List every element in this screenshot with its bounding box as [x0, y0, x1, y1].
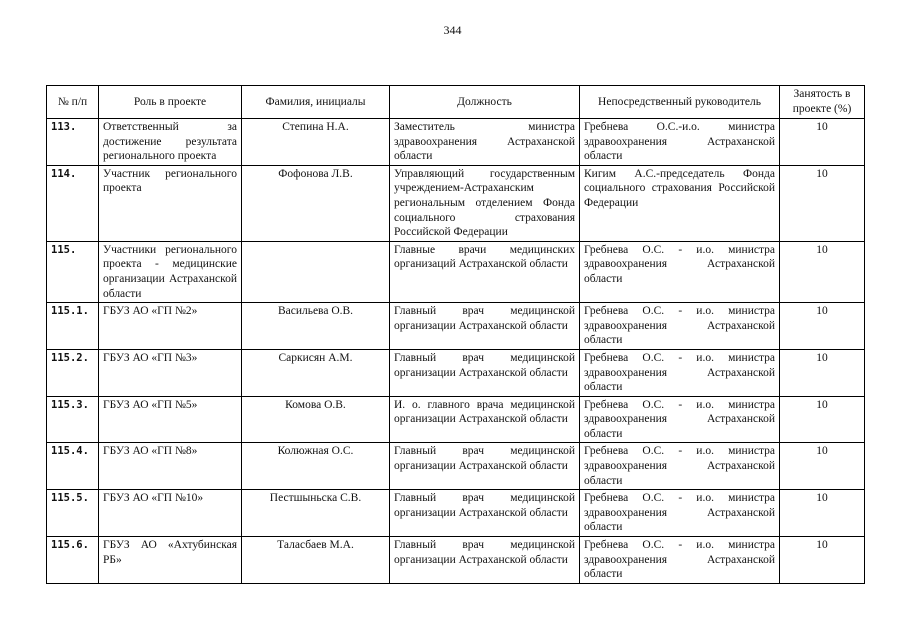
cell-supervisor: Гребнева О.С. - и.о. министра здравоохранения Астраханской области: [580, 241, 780, 302]
cell-position: Главные врачи медицинских организаций Астраханской области: [390, 241, 580, 302]
cell-name: Таласбаев М.А.: [242, 537, 390, 584]
cell-num: 115.: [47, 241, 99, 302]
cell-name: Колюжная О.С.: [242, 443, 390, 490]
cell-employment: 10: [780, 537, 865, 584]
cell-name: Комова О.В.: [242, 396, 390, 443]
cell-employment: 10: [780, 119, 865, 166]
project-participants-table: [46, 85, 865, 584]
table-row: [47, 241, 865, 302]
cell-name: Пестшыньска С.В.: [242, 490, 390, 537]
cell-supervisor: Гребнева О.С. - и.о. министра здравоохранения Астраханской области: [580, 303, 780, 350]
header-employment: Занятость в проекте (%): [780, 86, 865, 119]
header-role: Роль в проекте: [99, 86, 242, 119]
cell-position: Главный врач медицинской организации Астраханской области: [390, 537, 580, 584]
cell-position: Заместитель министра здравоохранения Астраханской области: [390, 119, 580, 166]
cell-role: Участник регионального проекта: [99, 165, 242, 241]
cell-employment: 10: [780, 443, 865, 490]
cell-supervisor: Гребнева О.С. - и.о. министра здравоохранения Астраханской области: [580, 490, 780, 537]
cell-role: ГБУЗ АО «ГП №2»: [99, 303, 242, 350]
cell-role: ГБУЗ АО «ГП №10»: [99, 490, 242, 537]
table-row: [47, 119, 865, 166]
cell-position: Управляющий государственным учреждением-Астраханским региональным отделением Фонда социального страхования Российской Федерации: [390, 165, 580, 241]
header-num: № п/п: [47, 86, 99, 119]
table-row: [47, 396, 865, 443]
header-supervisor: Непосредственный руководитель: [580, 86, 780, 119]
cell-name: Фофонова Л.В.: [242, 165, 390, 241]
cell-employment: 10: [780, 490, 865, 537]
table-row: [47, 537, 865, 584]
cell-role: ГБУЗ АО «ГП №8»: [99, 443, 242, 490]
cell-role: ГБУЗ АО «ГП №3»: [99, 349, 242, 396]
table-row: [47, 165, 865, 241]
cell-num: 114.: [47, 165, 99, 241]
cell-num: 115.5.: [47, 490, 99, 537]
cell-position: И. о. главного врача медицинской организации Астраханской области: [390, 396, 580, 443]
cell-supervisor: Гребнева О.С.-и.о. министра здравоохранения Астраханской области: [580, 119, 780, 166]
cell-supervisor: Гребнева О.С. - и.о. министра здравоохранения Астраханской области: [580, 349, 780, 396]
cell-role: Участники регионального проекта - медицинские организации Астраханской области: [99, 241, 242, 302]
cell-position: Главный врач медицинской организации Астраханской области: [390, 443, 580, 490]
cell-num: 115.3.: [47, 396, 99, 443]
cell-position: Главный врач медицинской организации Астраханской области: [390, 490, 580, 537]
table-row: [47, 490, 865, 537]
header-name: Фамилия, инициалы: [242, 86, 390, 119]
cell-num: 115.4.: [47, 443, 99, 490]
cell-supervisor: Гребнева О.С. - и.о. министра здравоохранения Астраханской области: [580, 537, 780, 584]
cell-name: Саркисян А.М.: [242, 349, 390, 396]
cell-employment: 10: [780, 241, 865, 302]
table-row: [47, 349, 865, 396]
cell-name: Васильева О.В.: [242, 303, 390, 350]
cell-employment: 10: [780, 396, 865, 443]
cell-name: [242, 241, 390, 302]
header-position: Должность: [390, 86, 580, 119]
cell-employment: 10: [780, 349, 865, 396]
cell-supervisor: Гребнева О.С. - и.о. министра здравоохранения Астраханской области: [580, 443, 780, 490]
cell-supervisor: Кигим А.С.-председатель Фонда социального страхования Российской Федерации: [580, 165, 780, 241]
cell-role: ГБУЗ АО «Ахтубинская РБ»: [99, 537, 242, 584]
cell-supervisor: Гребнева О.С. - и.о. министра здравоохранения Астраханской области: [580, 396, 780, 443]
cell-role: ГБУЗ АО «ГП №5»: [99, 396, 242, 443]
cell-num: 115.6.: [47, 537, 99, 584]
cell-num: 115.1.: [47, 303, 99, 350]
cell-num: 113.: [47, 119, 99, 166]
table-row: [47, 443, 865, 490]
cell-name: Степина Н.А.: [242, 119, 390, 166]
cell-num: 115.2.: [47, 349, 99, 396]
page-number: 344: [443, 23, 462, 37]
cell-employment: 10: [780, 303, 865, 350]
cell-position: Главный врач медицинской организации Астраханской области: [390, 303, 580, 350]
table-header-row: [47, 86, 865, 119]
cell-position: Главный врач медицинской организации Астраханской области: [390, 349, 580, 396]
cell-role: Ответственный за достижение результата регионального проекта: [99, 119, 242, 166]
cell-employment: 10: [780, 165, 865, 241]
table-row: [47, 303, 865, 350]
